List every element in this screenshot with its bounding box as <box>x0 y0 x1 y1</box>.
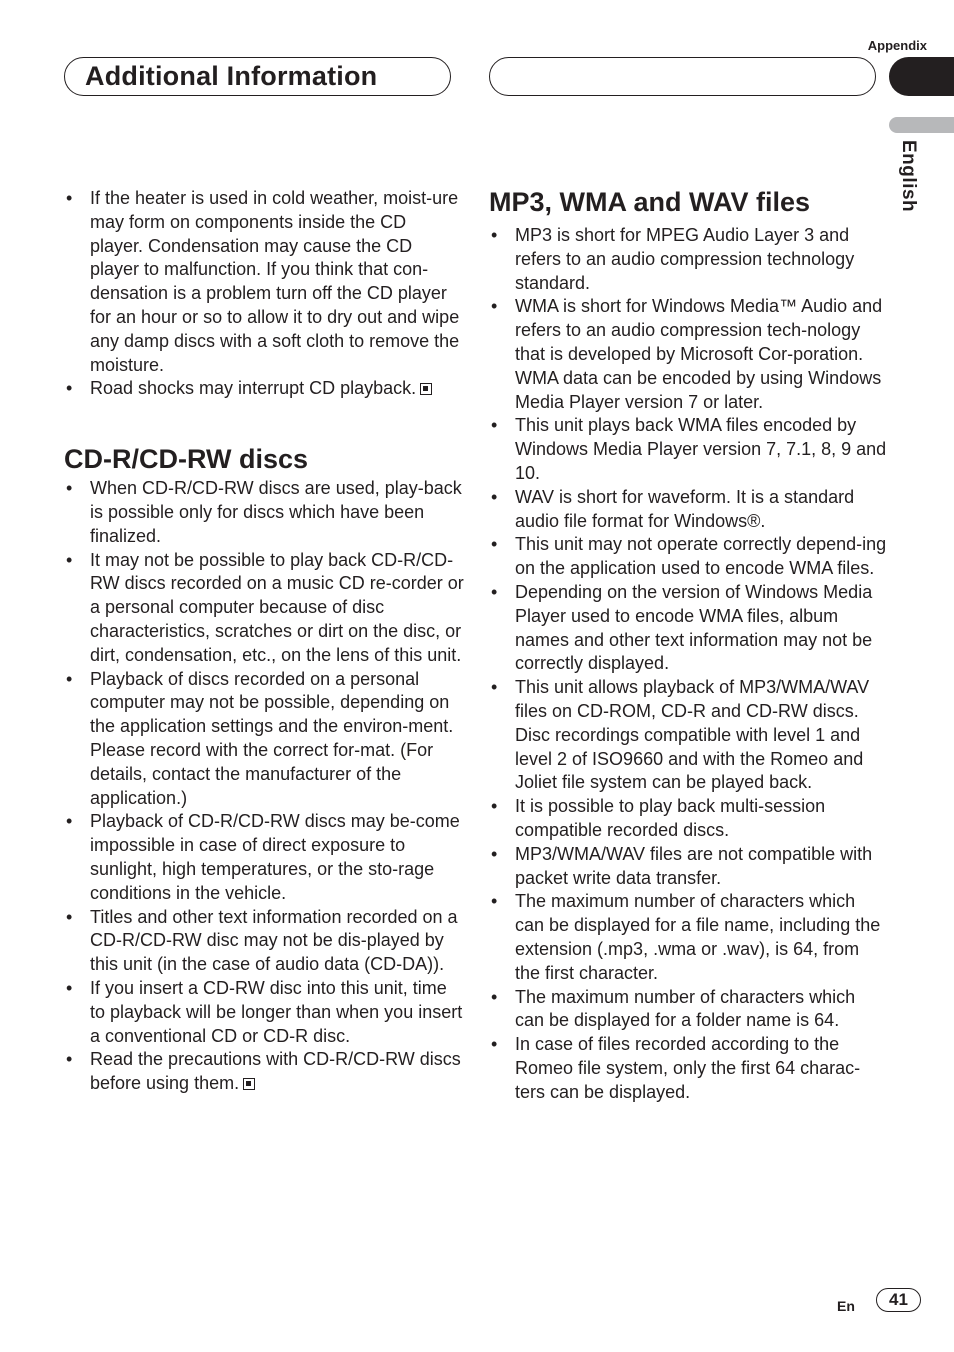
language-label: English <box>898 140 919 213</box>
section-header <box>64 57 451 96</box>
list-item: • Titles and other text information recorded on a CD-R/CD-RW disc may not be dis-played by this unit (in the case of audio data (CD-DA)). <box>64 906 464 977</box>
footer-language-code: En <box>837 1298 855 1314</box>
list-item: • This unit allows playback of MP3/WMA/WAV files on CD-ROM, CD-R and CD-RW discs. Disc recordings compatible with level 1 and level 2 of ISO9660 and with the Romeo and Joliet file system can be played back. <box>489 676 889 795</box>
list-item: • This unit may not operate correctly depend-ing on the application used to encode WMA files. <box>489 533 889 581</box>
list-item: • WMA is short for Windows Media™ Audio and refers to an audio compression tech-nology that is developed by Microsoft Cor-poration. WMA data can be encoded by using Windows Media Player version 7 or later. <box>489 295 889 414</box>
list-item: • MP3 is short for MPEG Audio Layer 3 and refers to an audio compression technology standard. <box>489 224 889 295</box>
list-item: • Read the precautions with CD-R/CD-RW discs before using them. <box>64 1048 464 1096</box>
mp3-heading: MP3, WMA and WAV files <box>489 187 811 217</box>
section-title: Additional Information <box>85 61 378 91</box>
list-item: • Playback of discs recorded on a personal computer may not be possible, depending on the application settings and the environ-ment. Please record with the correct for-mat. (For details, contact the manufacturer of the application.) <box>64 668 464 811</box>
list-item: • Depending on the version of Windows Media Player used to encode WMA files, album names and other text information may not be correctly displayed. <box>489 581 889 676</box>
chapter-tab <box>889 57 954 96</box>
header-blank-pill <box>489 57 876 96</box>
list-item: • MP3/WMA/WAV files are not compatible with packet write data transfer. <box>489 843 889 891</box>
list-item: • When CD-R/CD-RW discs are used, play-back is possible only for discs which have been finalized. <box>64 477 464 548</box>
page-number: 41 <box>876 1288 921 1312</box>
language-tab <box>889 117 954 133</box>
appendix-label: Appendix <box>867 38 927 53</box>
cdr-list <box>64 477 464 1096</box>
mp3-list <box>489 224 889 1104</box>
list-item: • The maximum number of characters which can be displayed for a folder name is 64. <box>489 986 889 1034</box>
list-item: • The maximum number of characters which can be displayed for a file name, including the extension (.mp3, .wma or .wav), is 64, from the first character. <box>489 890 889 985</box>
list-item: • Road shocks may interrupt CD playback. <box>64 377 464 401</box>
intro-list <box>64 187 464 401</box>
list-item: • It may not be possible to play back CD-R/CD-RW discs recorded on a music CD re-corder or a personal computer because of disc characteristics, scratches or dirt on the disc, or dirt, condensation, etc., on the lens of this unit. <box>64 549 464 668</box>
list-item: • It is possible to play back multi-session compatible recorded discs. <box>489 795 889 843</box>
cdr-heading: CD-R/CD-RW discs <box>64 444 309 475</box>
list-item: • If you insert a CD-RW disc into this unit, time to playback will be longer than when you insert a conventional CD or CD-R disc. <box>64 977 464 1048</box>
list-item: • If the heater is used in cold weather, moist-ure may form on components inside the CD player. Condensation may cause the CD player to malfunction. If you think that con-densation is a problem turn off the CD player for an hour or so to allow it to dry out and wipe any damp discs with a soft cloth to remove the moisture. <box>64 187 464 377</box>
list-item: • Playback of CD-R/CD-RW discs may be-come impossible in case of direct exposure to sunlight, high temperatures, or the sto-rage conditions in the vehicle. <box>64 810 464 905</box>
list-item: • This unit plays back WMA files encoded by Windows Media Player version 7, 7.1, 8, 9 and 10. <box>489 414 889 485</box>
list-item: • WAV is short for waveform. It is a standard audio file format for Windows®. <box>489 486 889 534</box>
list-item: • In case of files recorded according to the Romeo file system, only the first 64 charac-ters can be displayed. <box>489 1033 889 1104</box>
right-column <box>489 184 889 1104</box>
left-column <box>64 187 464 1096</box>
end-mark-icon <box>420 383 432 395</box>
end-mark-icon <box>243 1078 255 1090</box>
